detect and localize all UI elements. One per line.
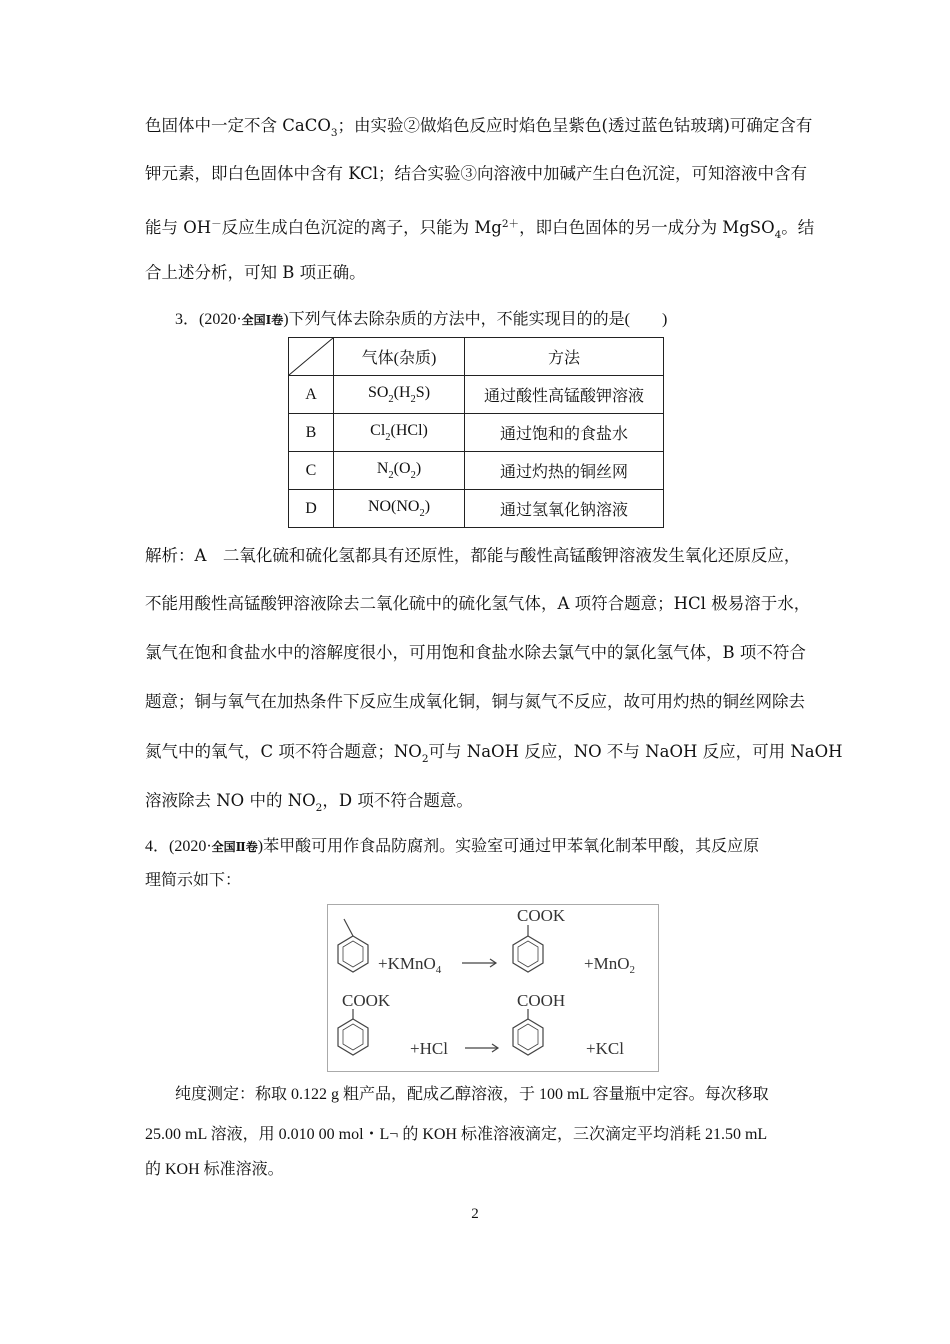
- analysis3-line1: 解析：A 二氧化硫和硫化氢都具有还原性，都能与酸性高锰酸钾溶液发生氧化还原反应，: [145, 546, 801, 565]
- mno2-byproduct: +MnO$_2$: [584, 954, 635, 976]
- analysis3-line4: 题意；铜与氧气在加热条件下反应生成氧化铜，铜与氮气不反应，故可用灼热的铜丝网除去: [145, 692, 805, 711]
- page-number: 2: [471, 1206, 479, 1222]
- analysis2-line3: [145, 213, 814, 246]
- superscript: 2＋: [501, 218, 520, 230]
- question3-stem: [175, 309, 667, 331]
- question4-line2: 理简示如下：: [145, 872, 242, 889]
- table-row: [289, 376, 664, 414]
- gas-cell: $N_2(O_2)$: [334, 452, 465, 490]
- method-cell: 通过饱和的食盐水: [465, 414, 664, 452]
- diagonal-line: [289, 338, 333, 375]
- potassium-benzoate-ring: [513, 925, 543, 972]
- reaction-arrow-2: [465, 1044, 498, 1052]
- subscript: 2: [315, 802, 323, 814]
- option-letter: A: [289, 376, 334, 414]
- analysis2-line2: 钾元素，即白色固体中含有 KCl；结合实验③向溶液中加碱产生白色沉淀，可知溶液中含有: [145, 164, 808, 183]
- analysis2-text: 能与 OH: [145, 218, 212, 237]
- stem-text: 4．(2020·: [145, 838, 212, 855]
- analysis3-line3: 氯气在饱和食盐水中的溶解度很小，可用饱和食盐水除去氯气中的氯化氢气体，B 项不符合: [145, 643, 806, 662]
- reaction-scheme: [327, 904, 659, 1072]
- table-row: [289, 452, 664, 490]
- exam-source: 全国Ⅱ卷: [211, 840, 258, 854]
- analysis3-text: 可与 NaOH 反应，NO 不与 NaOH 反应，可用 NaOH: [428, 742, 843, 761]
- header-method: 方法: [465, 338, 664, 376]
- analysis3-text: 溶液除去 NO 中的 NO: [145, 791, 316, 810]
- analysis2-text: ；由实验②做焰色反应时焰色呈紫色(透过蓝色钴玻璃)可确定含有: [337, 116, 813, 135]
- table-header-row: [289, 338, 664, 376]
- options-table: [288, 337, 664, 528]
- cook-group-label: COOK: [517, 906, 566, 925]
- kmno4-reagent: +KMnO$_4$: [378, 954, 442, 976]
- cooh-group-label: COOH: [517, 991, 566, 1010]
- stem-text: )下列气体去除杂质的方法中，不能实现目的的是( ): [283, 311, 668, 328]
- purity-paragraph-line1: 纯度测定：称取 0.122 g 粗产品，配成乙醇溶液，于 100 mL 容量瓶中定容。每次移取: [175, 1086, 769, 1103]
- analysis2-text: ，即白色固体的另一成分为 MgSO: [519, 218, 775, 237]
- analysis2-text: 色固体中一定不含 CaCO: [145, 116, 331, 135]
- stem-text: 3．(2020·: [175, 311, 242, 328]
- analysis3-text: ，D 项不符合题意。: [322, 791, 473, 810]
- stem-text: )苯甲酸可用作食品防腐剂。实验室可通过甲苯氧化制苯甲酸，其反应原: [257, 838, 760, 855]
- table-row: [289, 414, 664, 452]
- analysis3-line6: [145, 790, 473, 819]
- analysis3-line5: [145, 741, 843, 770]
- subscript: 3: [330, 127, 338, 139]
- purity-paragraph-line3: 的 KOH 标准溶液。: [145, 1161, 284, 1178]
- potassium-benzoate-ring-2: [338, 1009, 368, 1055]
- hcl-reagent: +HCl: [410, 1039, 448, 1058]
- subscript: 2: [421, 753, 429, 765]
- toluene-ring: [338, 919, 368, 972]
- gas-cell: $NO(NO_2)$: [334, 490, 465, 528]
- reaction-svg: [328, 905, 658, 1071]
- table-row: [289, 490, 664, 528]
- purity-paragraph-line2: 25.00 mL 溶液，用 0.010 00 mol・L¬ 的 KOH 标准溶液滴定，三次滴定平均消耗 21.50 mL: [145, 1126, 768, 1143]
- option-letter: B: [289, 414, 334, 452]
- analysis2-line1: [145, 115, 812, 144]
- diagonal-header-cell: [289, 338, 334, 376]
- analysis3-text: 氮气中的氧气，C 项不符合题意；NO: [145, 742, 422, 761]
- subscript: 4: [774, 229, 782, 241]
- method-cell: 通过灼热的铜丝网: [465, 452, 664, 490]
- analysis2-line4: 合上述分析，可知 B 项正确。: [145, 263, 366, 282]
- option-letter: D: [289, 490, 334, 528]
- reaction-arrow-1: [462, 959, 496, 967]
- benzoic-acid-ring: [513, 1009, 543, 1055]
- method-cell: 通过酸性高锰酸钾溶液: [465, 376, 664, 414]
- option-letter: C: [289, 452, 334, 490]
- analysis3-line2: 不能用酸性高锰酸钾溶液除去二氧化硫中的硫化氢气体，A 项符合题意；HCl 极易溶于水，: [145, 594, 811, 613]
- method-cell: 通过氢氧化钠溶液: [465, 490, 664, 528]
- kcl-byproduct: +KCl: [586, 1039, 624, 1058]
- question4-line1: [145, 836, 759, 858]
- analysis2-text: 反应生成白色沉淀的离子，只能为 Mg: [221, 218, 502, 237]
- gas-cell: $Cl_2(HCl)$: [334, 414, 465, 452]
- superscript: －: [211, 218, 222, 230]
- cook-group-label-2: COOK: [342, 991, 391, 1010]
- header-gas: 气体(杂质): [334, 338, 465, 376]
- exam-source: 全国Ⅰ卷: [241, 313, 284, 327]
- gas-cell: $SO_2(H_2S)$: [334, 376, 465, 414]
- analysis2-text: 。结: [781, 218, 815, 237]
